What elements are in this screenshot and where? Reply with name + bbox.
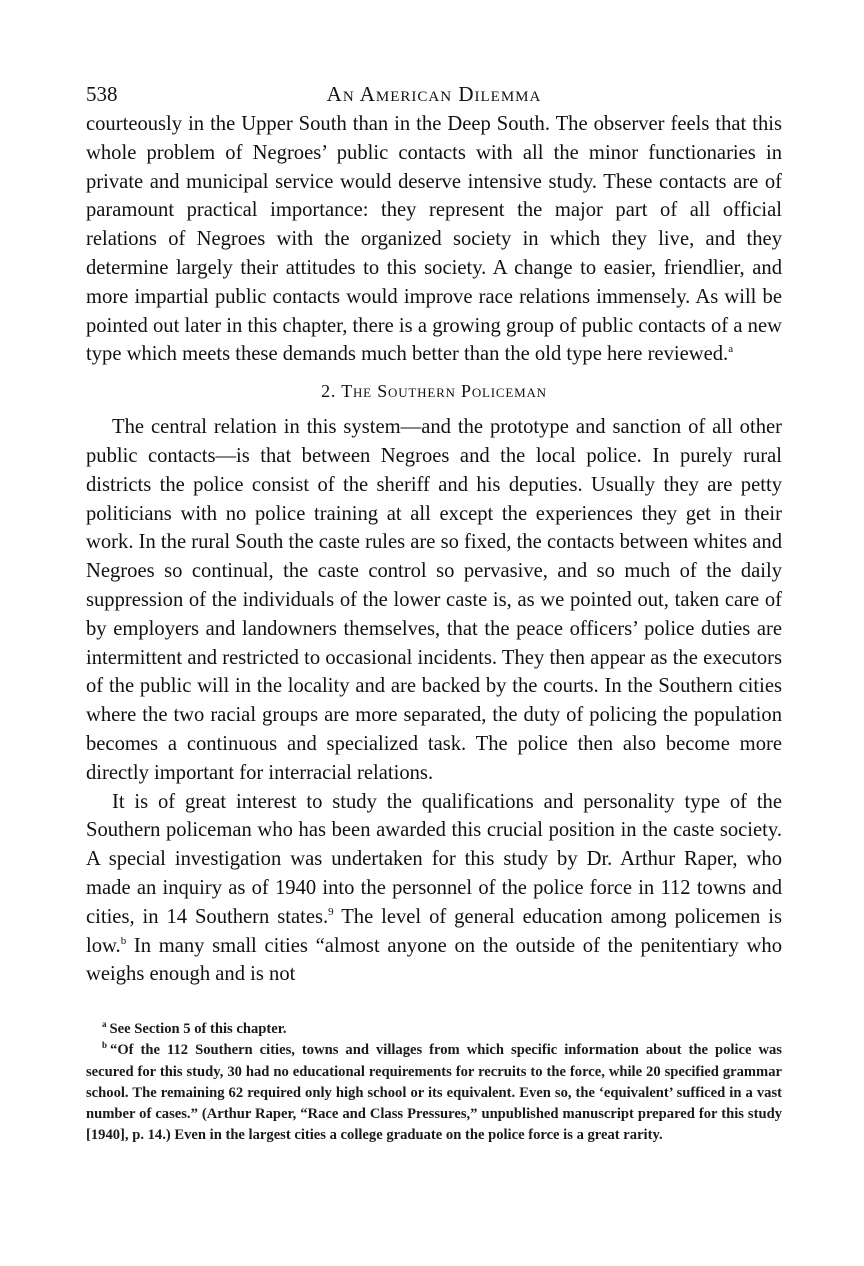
running-title: An American Dilemma xyxy=(326,82,542,106)
body-text xyxy=(86,110,782,989)
running-head xyxy=(86,78,782,110)
footnote-b xyxy=(86,1040,782,1146)
footnote-text: See Section 5 of this chapter. xyxy=(109,1021,287,1038)
footnotes xyxy=(86,1019,782,1146)
footnote-mark: b xyxy=(102,1040,108,1051)
footnote-ref-a: a xyxy=(728,343,734,356)
paragraph-policeman-qualifications xyxy=(86,788,782,990)
paragraph-text: The level of general education among policemen is low. xyxy=(86,905,783,957)
paragraph-text: In many small cities “almost anyone on the outside of the penitentiary who weighs enough and is not xyxy=(86,934,782,986)
footnote-ref-b: b xyxy=(120,934,127,947)
footnote-mark: a xyxy=(102,1019,107,1030)
paragraph-police-relation: The central relation in this system—and the prototype and sanction of all other public contacts—is that between Negroes and the local police. In purely rural districts the police consist of the sheriff and his deputies. Usually they are petty politicians with no police training at all except the experiences they get in their work. In the rural South the caste rules are so fixed, the contacts between whites and Negroes so continual, the caste control so pervasive, and so much of the daily suppression of the individuals of the lower caste is, as we pointed out, taken care of by employers and landowners themselves, that the peace officers’ police duties are intermittent and restricted to occasional incidents. They then appear as the executors of the public will in the locality and are backed by the courts. In the Southern cities where the two racial groups are more separated, the duty of policing the population becomes a continuous and specialized task. The police then also become more directly important for interracial relations. xyxy=(86,416,782,784)
page-number: 538 xyxy=(86,82,118,106)
footnote-ref-9: 9 xyxy=(328,905,334,918)
section-heading: 2. The Southern Policeman xyxy=(321,381,547,402)
paragraph-continuation xyxy=(86,110,782,369)
footnote-a xyxy=(86,1019,782,1040)
paragraph-text: It is of great interest to study the qualifications and personality type of the Southern policeman who has been awarded this crucial position in the caste society. A special investigation was undertaken for this study by Dr. Arthur Raper, who made an inquiry as of 1940 into the personnel of the police force in 112 towns and cities, in 14 Southern states. xyxy=(86,790,782,928)
footnote-text: “Of the 112 Southern cities, towns and villages from which specific information about the police was secured for this study, 30 had no educational requirements for recruits to the force, while 20 specified grammar school. The remaining 62 required only high school or its equivalent. Even so, the ‘equivalent’ sufficed in a vast number of cases.” (Arthur Raper, “Race and Class Pressures,” unpublished manuscript prepared for this study [1940], p. 14.) Even in the largest cities a college graduate on the police force is a great rarity. xyxy=(86,1042,782,1144)
book-page xyxy=(86,78,782,1146)
paragraph-text: courteously in the Upper South than in the Deep South. The observer feels that this whole problem of Negroes’ public contacts with all the minor functionaries in private and municipal service would deserve intensive study. These contacts are of paramount practical importance: they represent the major part of all official relations of Negroes with the organized society in which they live, and they determine largely their attitudes to this society. A change to easier, friendlier, and more impartial public contacts would improve race relations immensely. As will be pointed out later in this chapter, there is a growing group of public contacts of a new type which meets these demands much better than the old type here reviewed. xyxy=(86,113,782,366)
